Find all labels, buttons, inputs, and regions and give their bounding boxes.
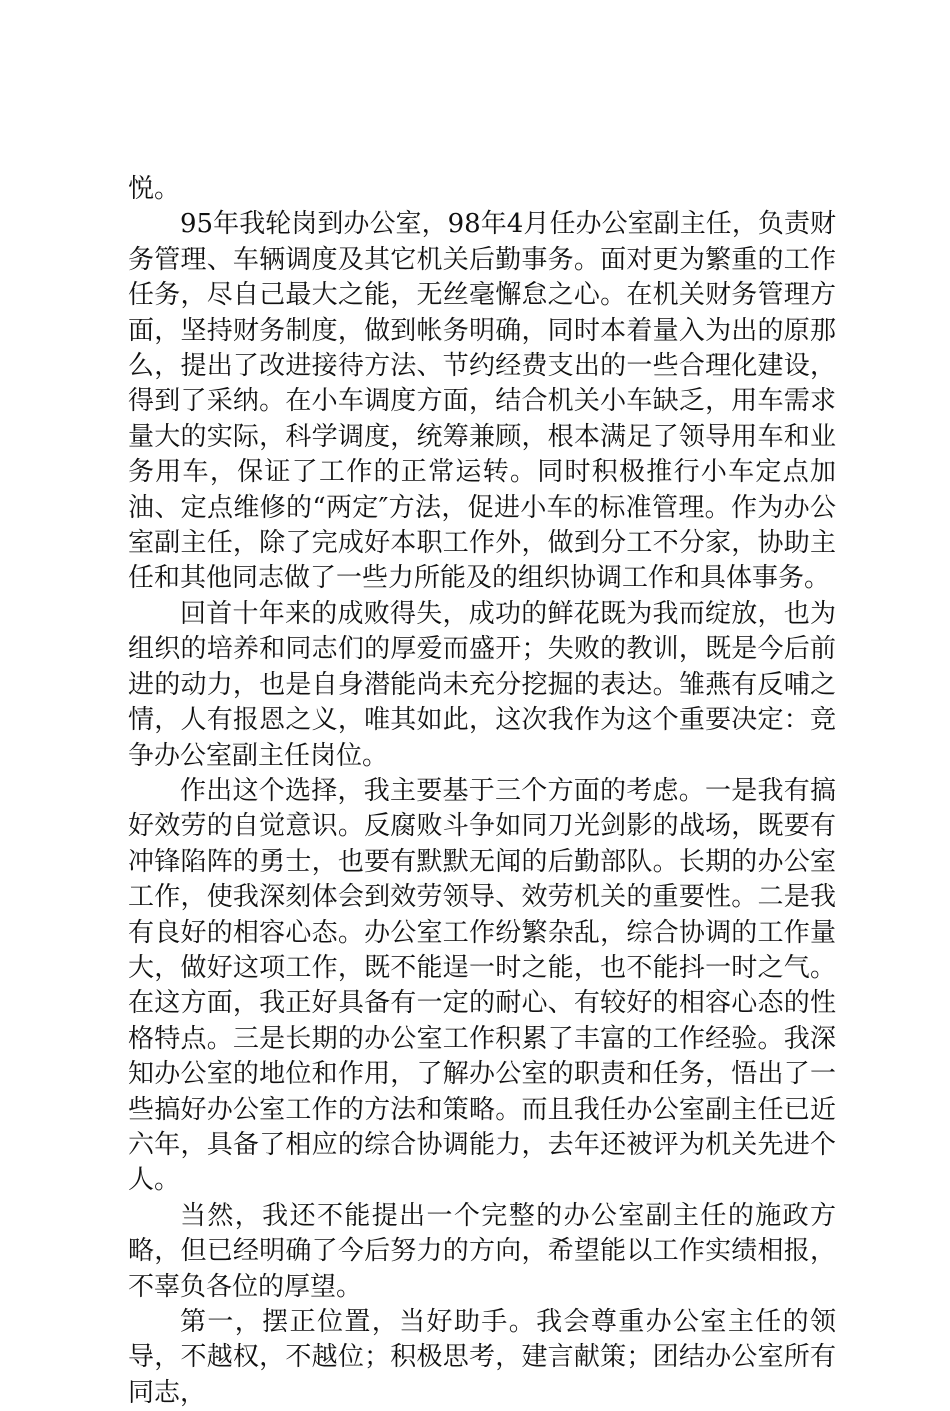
document-body <box>128 172 836 1411</box>
paragraph-outlook: 当然，我还不能提出一个完整的办公室副主任的施政方略，但已经明确了今后努力的方向，希望能以工作实绩相报，不辜负各位的厚望。 <box>128 1200 836 1302</box>
paragraph-first-point: 第一，摆正位置，当好助手。我会尊重办公室主任的领导，不越权，不越位；积极思考，建言献策；团结办公室所有同志， <box>128 1307 836 1408</box>
paragraph-office-duties: 95年我轮岗到办公室，98年4月任办公室副主任，负责财务管理、车辆调度及其它机关后勤事务。面对更为繁重的工作任务，尽自己最大之能，无丝毫懈怠之心。在机关财务管理方面，坚持财务制度，做到帐务明确，同时本着量入为出的原那么，提出了改进接待方法、节约经费支出的一些合理化建设，得到了采纳。在小车调度方面，结合机关小车缺乏，用车需求量大的实际，科学调度，统筹兼顾，根本满足了领导用车和业务用车，保证了工作的正常运转。同时积极推行小车定点加油、定点维修的“两定″方法，促进小车的标准管理。作为办公室副主任，除了完成好本职工作外，做到分工不分家，协助主任和其他同志做了一些力所能及的组织协调工作和具体事务。 <box>128 209 836 594</box>
paragraph-continuation: 悦。 <box>128 174 181 204</box>
paragraph-reasons: 作出这个选择，我主要基于三个方面的考虑。一是我有搞好效劳的自觉意识。反腐败斗争如同刀光剑影的战场，既要有冲锋陷阵的勇士，也要有默默无闻的后勤部队。长期的办公室工作，使我深刻体会到效劳领导、效劳机关的重要性。二是我有良好的相容心态。办公室工作纷繁杂乱，综合协调的工作量大，做好这项工作，既不能逞一时之能，也不能抖一时之气。在这方面，我正好具备有一定的耐心、有较好的相容心态的性格特点。三是长期的办公室工作积累了丰富的工作经验。我深知办公室的地位和作用，了解办公室的职责和任务，悟出了一些搞好办公室工作的方法和策略。而且我任办公室副主任已近六年，具备了相应的综合协调能力，去年还被评为机关先进个人。 <box>128 775 836 1196</box>
paragraph-reflection: 回首十年来的成败得失，成功的鲜花既为我而绽放，也为组织的培养和同志们的厚爱而盛开；失败的教训，既是今后前进的动力，也是自身潜能尚未充分挖掘的表达。雏燕有反哺之情，人有报恩之义，唯其如此，这次我作为这个重要决定：竞争办公室副主任岗位。 <box>128 598 836 771</box>
